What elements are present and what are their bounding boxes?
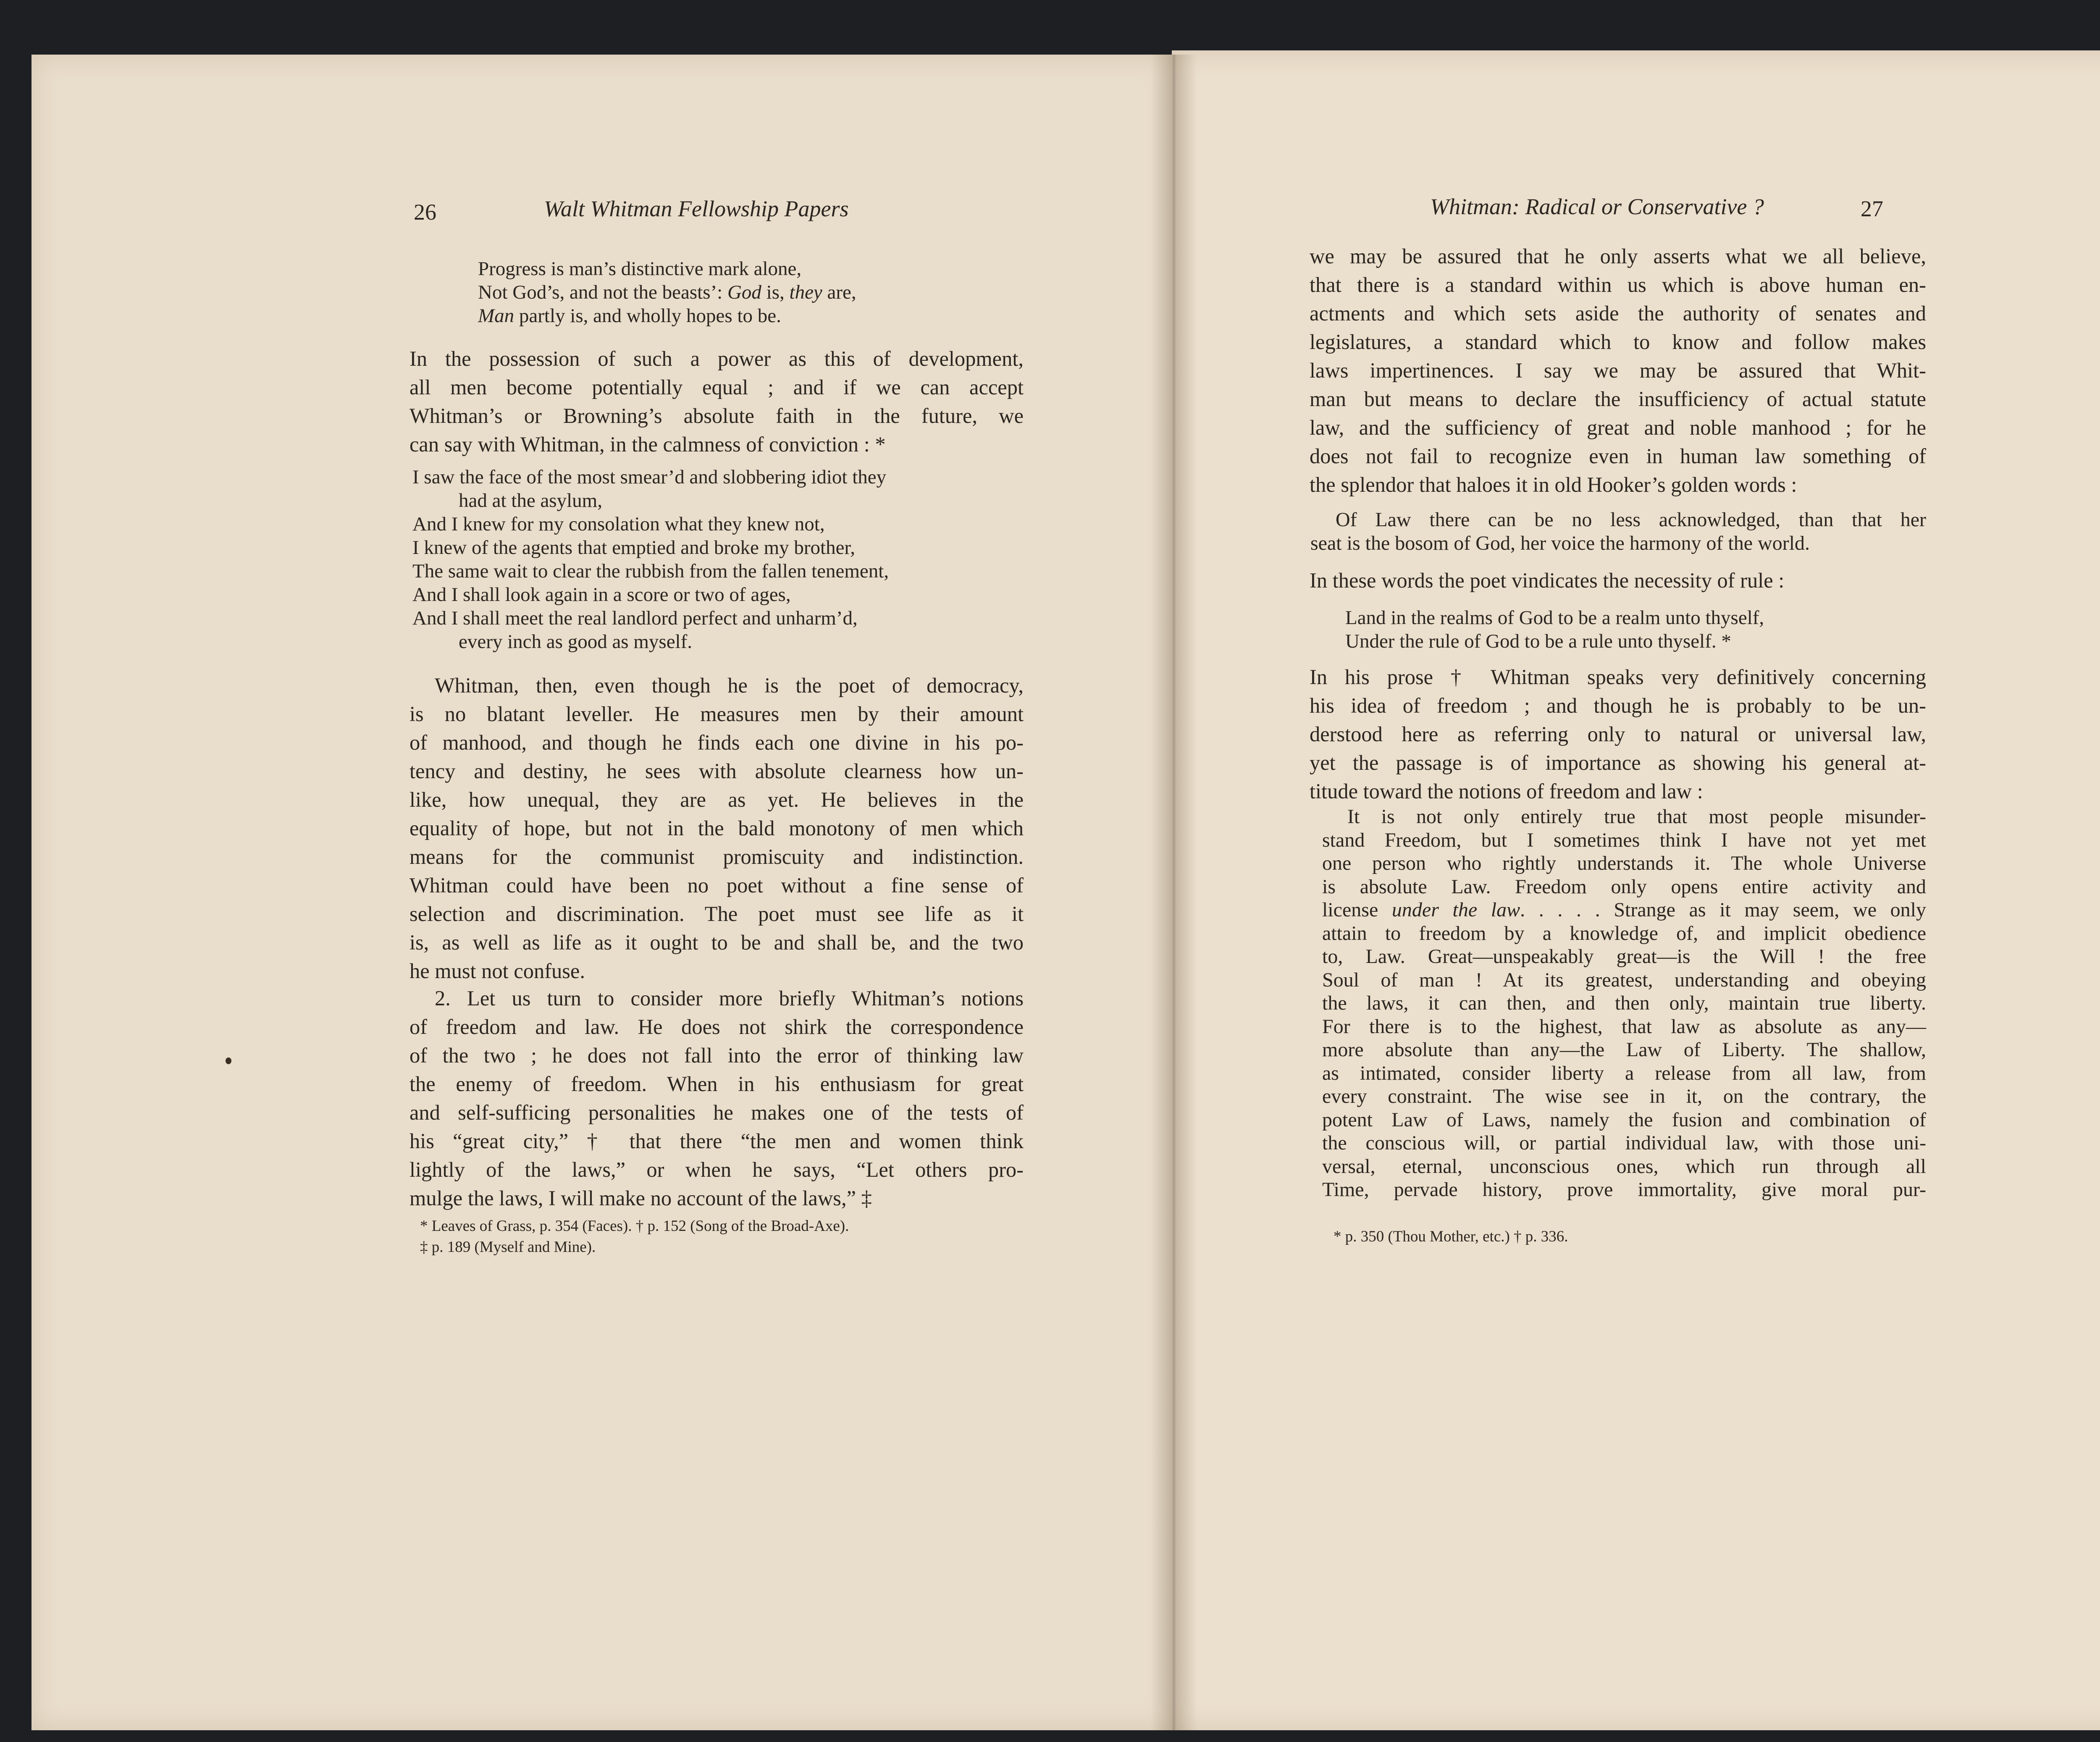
text-line: 2. Let us turn to consider more briefly Whitman’s notions [435, 986, 1024, 1010]
text-line: means for the communist promiscuity and indistinction. [410, 845, 1024, 868]
quote-line: license under the law. . . . . Strange as it may seem, we only [1322, 899, 1926, 921]
verse-line: every inch as good as myself. [459, 631, 693, 653]
text-line: tency and destiny, he sees with absolute clearness how un- [410, 759, 1024, 783]
verse-line: Progress is man’s distinctive mark alone, [478, 258, 802, 280]
text-line: the splendor that haloes it in old Hooker’s golden words : [1310, 473, 1797, 496]
quote-line: seat is the bosom of God, her voice the harmony of the world. [1310, 532, 1810, 554]
quote-line: It is not only entirely true that most people misunder- [1347, 805, 1926, 828]
text-line: In his prose † Whitman speaks very definitively concerning [1310, 665, 1926, 689]
text-line: Whitman, then, even though he is the poet of democracy, [435, 674, 1024, 697]
verse-line: I knew of the agents that emptied and broke my brother, [412, 537, 855, 559]
quote-line: more absolute than any—the Law of Liberty. The shallow, [1322, 1039, 1926, 1061]
text-line: he must not confuse. [410, 959, 585, 983]
quote-line: Soul of man ! At its greatest, understanding and obeying [1322, 968, 1926, 991]
verse-line: Man partly is, and wholly hopes to be. [478, 305, 781, 327]
left-verse-whitman [412, 465, 1024, 653]
text-line: is no blatant leveller. He measures men by their amount [410, 702, 1024, 726]
verse-line: Land in the realms of God to be a realm unto thyself, [1345, 607, 1764, 629]
quote-line: Time, pervade history, prove immortality, give moral pur- [1322, 1178, 1926, 1201]
quote-line: every constraint. The wise see in it, on the contrary, the [1322, 1085, 1926, 1107]
quote-line: is absolute Law. Freedom only opens entire activity and [1322, 875, 1926, 898]
footnote-line: ‡ p. 189 (Myself and Mine). [420, 1238, 596, 1256]
right-quote-hooker [1310, 508, 1926, 555]
verse-line: Not God’s, and not the beasts’: God is, they are, [478, 281, 856, 303]
text-line: In these words the poet vindicates the necessity of rule : [1310, 569, 1785, 592]
quote-line: versal, eternal, unconscious ones, which run through all [1322, 1155, 1926, 1178]
text-line: Whitman could have been no poet without a fine sense of [410, 874, 1024, 897]
text-line: we may be assured that he only asserts what we all believe, [1310, 244, 1926, 268]
left-paragraph-1 [410, 344, 1024, 459]
text-line: of freedom and law. He does not shirk the correspondence [410, 1015, 1024, 1039]
quote-line: the conscious will, or partial individual law, with those uni- [1322, 1132, 1926, 1154]
left-verse-browning [478, 257, 856, 328]
book-gutter [1151, 55, 1197, 1730]
text-line: all men become potentially equal ; and if we can accept [410, 375, 1024, 399]
right-page-number: 27 [1861, 196, 1883, 221]
verse-line: And I shall meet the real landlord perfect and unharm’d, [412, 607, 858, 629]
text-line: his “great city,” † that there “the men and women think [410, 1129, 1024, 1153]
text-line: and self-sufficing personalities he makes one of the tests of [410, 1101, 1024, 1124]
text-line: man but means to declare the insufficiency of actual statute [1310, 387, 1926, 411]
text-line: equality of hope, but not in the bald monotony of men which [410, 816, 1024, 840]
verse-line: had at the asylum, [459, 490, 602, 512]
verse-line: And I knew for my consolation what they knew not, [412, 513, 825, 535]
text-line: yet the passage is of importance as showing his general at- [1310, 751, 1926, 774]
verse-line: And I shall look again in a score or two of ages, [412, 584, 791, 606]
text-line: can say with Whitman, in the calmness of conviction : * [410, 433, 886, 456]
quote-line: one person who rightly understands it. The whole Universe [1322, 852, 1926, 874]
quote-line: potent Law of Laws, namely the fusion and combination of [1322, 1108, 1926, 1131]
quote-line: to, Law. Great—unspeakably great—is the Will ! the free [1322, 945, 1926, 968]
text-line: of manhood, and though he finds each one divine in his po- [410, 731, 1024, 754]
text-line: is, as well as life as it ought to be and shall be, and the two [410, 931, 1024, 954]
text-line: legislatures, a standard which to know and follow makes [1310, 330, 1926, 354]
left-running-head [544, 197, 849, 220]
right-paragraph-1 [1310, 242, 1926, 499]
text-line: the enemy of freedom. When in his enthusiasm for great [410, 1072, 1024, 1096]
verse-line: Under the rule of God to be a rule unto thyself. * [1345, 630, 1731, 652]
quote-line: For there is to the highest, that law as absolute as any— [1322, 1015, 1926, 1038]
quote-line: Of Law there can be no less acknowledged, than that her [1336, 509, 1926, 531]
verse-line: I saw the face of the most smear’d and slobbering idiot they [412, 466, 887, 488]
text-line: lightly of the laws,” or when he says, “Let others pro- [410, 1158, 1024, 1181]
text-line: Whitman’s or Browning’s absolute faith in the future, we [410, 404, 1024, 428]
text-line: mulge the laws, I will make no account of the laws,” ‡ [410, 1186, 872, 1210]
text-line: his idea of freedom ; and though he is probably to be un- [1310, 694, 1926, 717]
text-line: titude toward the notions of freedom and law : [1310, 779, 1703, 803]
quote-line: stand Freedom, but I sometimes think I have not yet met [1322, 829, 1926, 851]
verse-line: The same wait to clear the rubbish from the fallen tenement, [412, 560, 889, 582]
left-footnotes [420, 1216, 849, 1258]
text-line: laws impertinences. I say we may be assured that Whit- [1310, 359, 1926, 382]
right-paragraph-3 [1310, 663, 1926, 805]
left-page-number: 26 [414, 199, 436, 225]
text-line: selection and discrimination. The poet must see life as it [410, 902, 1024, 926]
ink-speck [226, 1057, 231, 1064]
quote-line: the laws, it can then, and then only, maintain true liberty. [1322, 992, 1926, 1014]
right-running-head-title: Whitman: Radical or Conservative ? [1430, 194, 1764, 219]
right-running-head [1430, 195, 1764, 218]
quote-line: as intimated, consider liberty a release from all law, from [1322, 1062, 1926, 1084]
text-line: law, and the sufficiency of great and noble manhood ; for he [1310, 416, 1926, 439]
footnote-line: * p. 350 (Thou Mother, etc.) † p. 336. [1334, 1228, 1568, 1245]
right-paragraph-2 [1310, 566, 1926, 595]
text-line: like, how unequal, they are as yet. He believes in the [410, 788, 1024, 811]
text-line: derstood here as referring only to natural or universal law, [1310, 722, 1926, 746]
text-line: does not fail to recognize even in human law something of [1310, 444, 1926, 468]
text-line: actments and which sets aside the authority of senates and [1310, 302, 1926, 325]
text-line: In the possession of such a power as this of development, [410, 347, 1024, 370]
right-verse [1345, 606, 1764, 653]
right-quote-prose [1322, 805, 1926, 1202]
left-running-head-title: Walt Whitman Fellowship Papers [544, 196, 849, 221]
text-line: of the two ; he does not fall into the error of thinking law [410, 1044, 1024, 1067]
left-paragraph-2 [410, 671, 1024, 985]
quote-line: attain to freedom by a knowledge of, and implicit obedience [1322, 922, 1926, 944]
footnote-line: * Leaves of Grass, p. 354 (Faces). † p. 152 (Song of the Broad-Axe). [420, 1217, 849, 1235]
right-footnotes [1334, 1226, 1568, 1247]
left-paragraph-3 [410, 984, 1024, 1212]
text-line: that there is a standard within us which is above human en- [1310, 273, 1926, 296]
